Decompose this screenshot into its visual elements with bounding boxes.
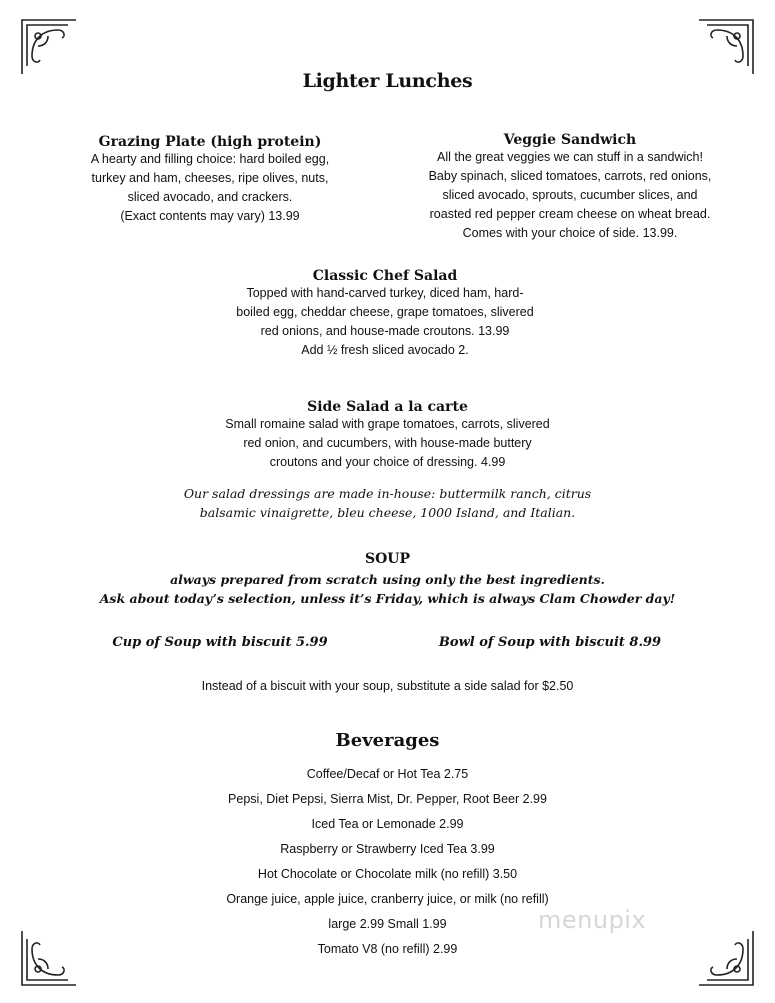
item-desc-line: croutons and your choice of dressing. 4.99 <box>269 455 506 469</box>
item-desc-line: red onion, and cucumbers, with house-made buttery <box>243 436 532 450</box>
item-title: Grazing Plate (high protein) <box>98 134 322 150</box>
beverage-item: Iced Tea or Lemonade 2.99 <box>311 817 464 831</box>
menu-item-grazing-plate <box>60 134 360 226</box>
soup-cup: Cup of Soup with biscuit 5.99 <box>112 635 328 650</box>
beverage-item: Tomato V8 (no refill) 2.99 <box>317 942 458 956</box>
item-desc-line: Small romaine salad with grape tomatoes, carrots, slivered <box>225 417 550 431</box>
item-title: Veggie Sandwich <box>503 132 637 148</box>
item-desc-line: A hearty and filling choice: hard boiled egg, <box>90 152 330 166</box>
beverage-item: Orange juice, apple juice, cranberry juice, or milk (no refill) <box>226 892 549 906</box>
item-desc-line: red onions, and house-made croutons. 13.99 <box>260 324 510 338</box>
beverage-item: Raspberry or Strawberry Iced Tea 3.99 <box>280 842 495 856</box>
beverages-title: Beverages <box>335 730 440 751</box>
dressings-note <box>140 484 635 522</box>
watermark-logo: menupix <box>538 906 647 934</box>
menu-item-chef-salad <box>200 268 570 360</box>
soup-tagline-line: always prepared from scratch using only the best ingredients. <box>170 572 605 587</box>
soup-bowl: Bowl of Soup with biscuit 8.99 <box>438 635 662 650</box>
beverage-item: large 2.99 Small 1.99 <box>328 917 447 931</box>
beverage-item: Coffee/Decaf or Hot Tea 2.75 <box>306 767 469 781</box>
item-desc-line: turkey and ham, cheeses, ripe olives, nuts, <box>91 171 329 185</box>
beverage-item: Pepsi, Diet Pepsi, Sierra Mist, Dr. Pepper, Root Beer 2.99 <box>228 792 547 806</box>
beverage-item: Hot Chocolate or Chocolate milk (no refill) 3.50 <box>257 867 518 881</box>
soup-substitute-note: Instead of a biscuit with your soup, substitute a side salad for $2.50 <box>201 679 574 693</box>
dressings-line: balsamic vinaigrette, bleu cheese, 1000 Island, and Italian. <box>199 505 576 520</box>
item-desc-line: Comes with your choice of side. 13.99. <box>462 226 678 240</box>
item-desc-line: boiled egg, cheddar cheese, grape tomatoes, slivered <box>236 305 534 319</box>
soup-tagline <box>40 570 735 608</box>
item-desc-line: sliced avocado, sprouts, cucumber slices, and <box>442 188 698 202</box>
item-desc-line: Topped with hand-carved turkey, diced ham, hard- <box>246 286 524 300</box>
item-title: Classic Chef Salad <box>312 268 458 284</box>
item-desc-line: (Exact contents may vary) 13.99 <box>120 209 300 223</box>
item-desc-line: All the great veggies we can stuff in a sandwich! <box>437 150 703 164</box>
page-title: Lighter Lunches <box>302 70 473 92</box>
dressings-line: Our salad dressings are made in-house: buttermilk ranch, citrus <box>183 486 592 501</box>
corner-ornament-bottom-right <box>695 927 757 989</box>
item-desc-line: sliced avocado, and crackers. <box>127 190 293 204</box>
soup-tagline-line: Ask about today’s selection, unless it’s Friday, which is always Clam Chowder day! <box>99 591 676 606</box>
item-desc-line: Add ½ fresh sliced avocado 2. <box>301 343 469 357</box>
item-desc-line: roasted red pepper cream cheese on wheat bread. <box>429 207 711 221</box>
item-desc-line: Baby spinach, sliced tomatoes, carrots, red onions, <box>428 169 712 183</box>
soup-title: SOUP <box>364 551 411 567</box>
item-title: Side Salad a la carte <box>307 399 468 415</box>
corner-ornament-top-left <box>18 16 80 78</box>
menu-item-veggie-sandwich <box>400 132 740 243</box>
corner-ornament-top-right <box>695 16 757 78</box>
menu-item-side-salad <box>180 399 595 472</box>
corner-ornament-bottom-left <box>18 927 80 989</box>
